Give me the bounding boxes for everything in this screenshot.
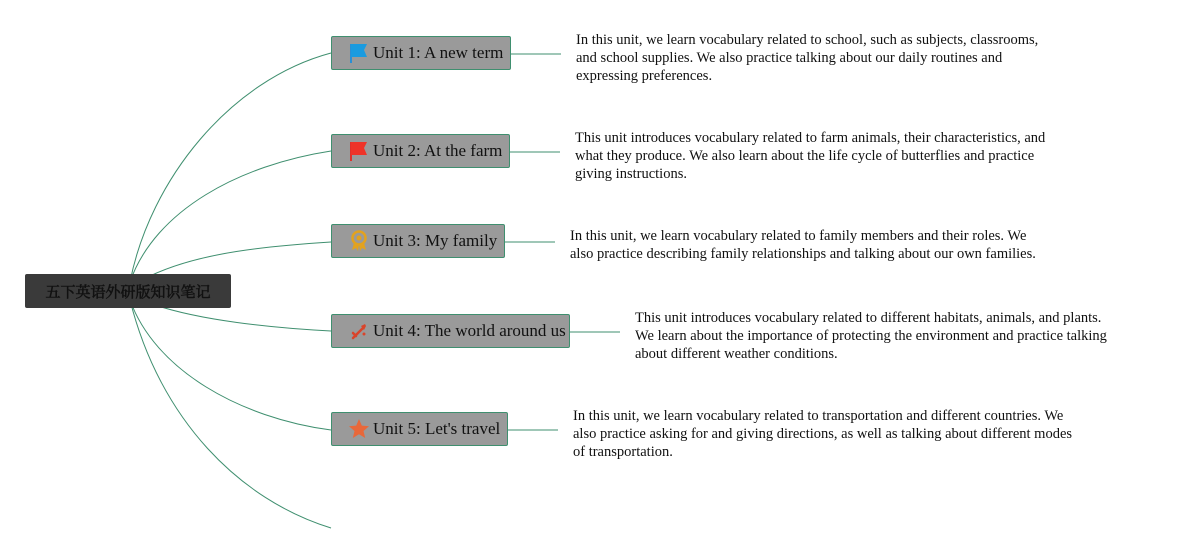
root-label: 五下英语外研版知识笔记	[45, 282, 211, 301]
connector-unit-6	[130, 300, 331, 528]
unit-description-2: This unit introduces vocabulary related to farm animals, their characteristics, and what they produce. We also learn about the life cycle of butterflies and practice giving instructions.	[575, 130, 1046, 182]
unit-description-4: This unit introduces vocabulary related to different habitats, animals, and plants. We learn about the importance of protecting the environment and practice talking about different weather conditions.	[635, 310, 1107, 362]
unit-title: Unit 3: My family	[373, 231, 498, 250]
root-node[interactable]	[25, 274, 231, 308]
unit-node-1[interactable]	[331, 36, 511, 70]
unit-node-5[interactable]	[331, 412, 508, 446]
connector-unit-4	[155, 305, 331, 331]
award-medal-icon	[348, 230, 370, 252]
connector-unit-1	[130, 53, 331, 282]
tools-icon	[348, 320, 370, 342]
unit-description-3: In this unit, we learn vocabulary related to family members and their roles. We also practice describing family relationships and talking about our own families.	[570, 228, 1036, 262]
unit-node-2[interactable]	[331, 134, 510, 168]
unit-title: Unit 1: A new term	[373, 43, 504, 62]
unit-title: Unit 4: The world around us	[373, 321, 566, 340]
unit-node-4[interactable]	[331, 314, 570, 348]
unit-title: Unit 2: At the farm	[373, 141, 503, 160]
red-flag-icon	[348, 140, 370, 162]
unit-node-3[interactable]	[331, 224, 505, 258]
connector-unit-2	[130, 151, 331, 282]
unit-description-5: In this unit, we learn vocabulary related to transportation and different countries. We also practice asking for and giving directions, as well as talking about different modes of transportation.	[573, 408, 1073, 460]
unit-description-1: In this unit, we learn vocabulary related to school, such as subjects, classrooms, and school supplies. We also practice talking about our daily routines and expressing preferences.	[576, 32, 1039, 84]
blue-flag-icon	[348, 42, 370, 64]
connector-unit-5	[130, 300, 331, 430]
unit-title: Unit 5: Let's travel	[373, 419, 501, 438]
connector-unit-3	[150, 242, 331, 276]
star-icon	[348, 418, 370, 440]
